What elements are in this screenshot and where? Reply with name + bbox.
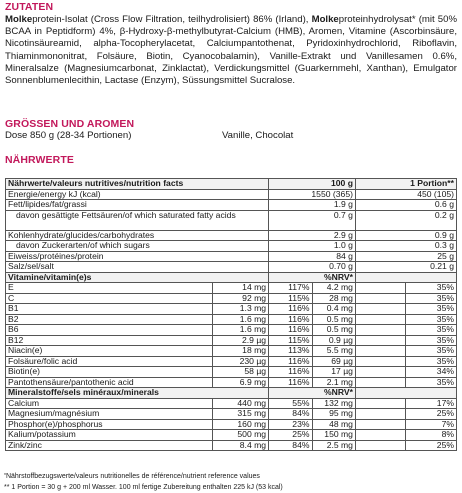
vitamin-amount-portion: 0.4 mg bbox=[312, 304, 355, 315]
vitamin-amount-portion: 28 mg bbox=[312, 293, 355, 304]
vitamin-amount-portion: 17 µg bbox=[312, 367, 355, 378]
vitamin-row bbox=[6, 293, 457, 304]
footnote-nrv-text: Nährstoffbezugswerte/valeurs nutritionelles de référence/nutrient reference values bbox=[5, 473, 260, 480]
mineral-nrv-100g: 55% bbox=[269, 398, 312, 409]
zutaten-heading: ZUTATEN bbox=[5, 1, 54, 13]
sizes-flavors-heading: GRÖSSEN UND AROMEN bbox=[5, 118, 135, 130]
footnote-portion: ** 1 Portion = 30 g + 200 ml Wasser. 100 ml fertige Zubereitung enthalten 225 kJ (53 kcal) bbox=[4, 484, 283, 491]
mineral-name: Phosphor(e)/phosphorus bbox=[6, 419, 213, 430]
vitamin-row bbox=[6, 283, 457, 294]
nutrition-row bbox=[6, 200, 457, 211]
vitamin-nrv-portion: 35% bbox=[406, 293, 457, 304]
vitamin-amount-100g: 6.9 mg bbox=[212, 377, 268, 388]
vitamin-spacer bbox=[355, 335, 405, 346]
ingredient-bold-1: Molke bbox=[5, 14, 33, 25]
vitamin-header-spacer bbox=[355, 272, 456, 283]
ingredient-text-2: proteinhydrolysat* (mit 50% BCAA in Peptidform) 4%, β-Hydroxy-β-methylbutyrat-Calcium (HMB), Aromen, Vitamine (Ascorbinsäure, Nicotinsäureamid, alpha-Tocopherylacetat, Calciumpantothenat, Pyridoxinhydrochlorid, Riboflavin, Thiaminmononitrat, Folsäure, Biotin, Cyanocobalamin), Vanille-Extrakt und Vanillesamen 0.6%, Mineralsalze (Magnesiumcarbonat, Zinklactat), Verdickungsmittel (Guarkernmehl, Xanthan), Emulgator Sonnenblumenlecithin, Lactase (Enzym), Süssungsmittel Sucralose. bbox=[5, 14, 457, 87]
nutrient-label: Energie/energy kJ (kcal) bbox=[6, 189, 269, 200]
mineral-name: Zink/zinc bbox=[6, 440, 213, 451]
mineral-nrv-100g: 25% bbox=[269, 430, 312, 441]
ingredient-bold-2: Molke bbox=[311, 14, 339, 25]
nutrient-value-portion: 450 (105) bbox=[355, 189, 456, 200]
vitamin-spacer bbox=[355, 304, 405, 315]
nutrition-heading: NÄHRWERTE bbox=[5, 154, 74, 166]
vitamin-spacer bbox=[355, 314, 405, 325]
mineral-amount-100g: 315 mg bbox=[212, 409, 268, 420]
mineral-row bbox=[6, 419, 457, 430]
nutrient-value-portion: 0.21 g bbox=[355, 262, 456, 273]
vitamin-amount-portion: 0.5 mg bbox=[312, 325, 355, 336]
mineral-row bbox=[6, 409, 457, 420]
mineral-nrv-portion: 7% bbox=[406, 419, 457, 430]
size-text: Dose 850 g (28-34 Portionen) bbox=[5, 130, 132, 141]
mineral-spacer bbox=[355, 440, 405, 451]
vitamin-header-nrv: %NRV* bbox=[269, 272, 356, 283]
nutrient-value-portion: 0.6 g bbox=[355, 200, 456, 211]
vitamin-name: B6 bbox=[6, 325, 213, 336]
vitamin-spacer bbox=[355, 356, 405, 367]
mineral-header-spacer bbox=[355, 388, 456, 399]
mineral-nrv-portion: 25% bbox=[406, 409, 457, 420]
vitamin-amount-100g: 1.3 mg bbox=[212, 304, 268, 315]
vitamin-row bbox=[6, 356, 457, 367]
mineral-amount-portion: 95 mg bbox=[312, 409, 355, 420]
vitamin-spacer bbox=[355, 367, 405, 378]
nutrient-label: davon Zuckerarten/of which sugars bbox=[6, 241, 269, 252]
mineral-amount-portion: 150 mg bbox=[312, 430, 355, 441]
vitamin-spacer bbox=[355, 283, 405, 294]
vitamin-nrv-portion: 35% bbox=[406, 335, 457, 346]
vitamin-header-label: Vitamine/vitamin(e)s bbox=[6, 272, 269, 283]
vitamin-amount-portion: 0.5 mg bbox=[312, 314, 355, 325]
vitamin-row bbox=[6, 314, 457, 325]
nutrition-table bbox=[5, 178, 457, 451]
vitamin-nrv-portion: 34% bbox=[406, 367, 457, 378]
nutrient-label: Kohlenhydrate/glucides/carbohydrates bbox=[6, 230, 269, 241]
vitamin-amount-portion: 4.2 mg bbox=[312, 283, 355, 294]
vitamin-spacer bbox=[355, 293, 405, 304]
vitamin-row bbox=[6, 367, 457, 378]
ingredients-text bbox=[5, 14, 457, 87]
mineral-spacer bbox=[355, 409, 405, 420]
mineral-amount-100g: 160 mg bbox=[212, 419, 268, 430]
vitamin-amount-100g: 2.9 µg bbox=[212, 335, 268, 346]
mineral-name: Kalium/potassium bbox=[6, 430, 213, 441]
nutrient-value-100g: 1550 (365) bbox=[269, 189, 356, 200]
nutrient-value-100g: 2.9 g bbox=[269, 230, 356, 241]
mineral-nrv-portion: 17% bbox=[406, 398, 457, 409]
mineral-amount-portion: 2.5 mg bbox=[312, 440, 355, 451]
vitamin-nrv-portion: 35% bbox=[406, 377, 457, 388]
vitamin-amount-portion: 2.1 mg bbox=[312, 377, 355, 388]
mineral-header-row bbox=[6, 388, 457, 399]
vitamin-row bbox=[6, 377, 457, 388]
mineral-nrv-100g: 23% bbox=[269, 419, 312, 430]
mineral-name: Calcium bbox=[6, 398, 213, 409]
vitamin-name: Biotin(e) bbox=[6, 367, 213, 378]
mineral-row bbox=[6, 440, 457, 451]
nutrient-value-portion: 25 g bbox=[355, 251, 456, 262]
nutrient-value-100g: 0.7 g bbox=[269, 210, 356, 230]
nutrition-header-100g: 100 g bbox=[269, 179, 356, 190]
vitamin-name: B12 bbox=[6, 335, 213, 346]
vitamin-amount-100g: 92 mg bbox=[212, 293, 268, 304]
mineral-spacer bbox=[355, 419, 405, 430]
vitamin-nrv-100g: 117% bbox=[269, 283, 312, 294]
mineral-spacer bbox=[355, 430, 405, 441]
vitamin-amount-100g: 1.6 mg bbox=[212, 325, 268, 336]
nutrient-value-100g: 1.9 g bbox=[269, 200, 356, 211]
vitamin-header-row bbox=[6, 272, 457, 283]
vitamin-nrv-100g: 115% bbox=[269, 335, 312, 346]
vitamin-amount-100g: 14 mg bbox=[212, 283, 268, 294]
nutrition-header-label: Nährwerte/valeurs nutritives/nutrition facts bbox=[6, 179, 269, 190]
vitamin-nrv-portion: 35% bbox=[406, 356, 457, 367]
vitamin-name: C bbox=[6, 293, 213, 304]
nutrition-row bbox=[6, 251, 457, 262]
nutrient-label: Eiweiss/protéines/protein bbox=[6, 251, 269, 262]
mineral-nrv-portion: 25% bbox=[406, 440, 457, 451]
footnote-mark: * bbox=[4, 473, 6, 479]
mineral-amount-portion: 48 mg bbox=[312, 419, 355, 430]
nutrition-header-row bbox=[6, 179, 457, 190]
flavors-text: Vanille, Chocolat bbox=[222, 130, 294, 141]
nutrient-value-portion: 0.2 g bbox=[355, 210, 456, 230]
mineral-nrv-portion: 8% bbox=[406, 430, 457, 441]
vitamin-nrv-100g: 116% bbox=[269, 367, 312, 378]
vitamin-spacer bbox=[355, 346, 405, 357]
vitamin-spacer bbox=[355, 377, 405, 388]
nutrient-label: davon gesättigte Fettsäuren/of which saturated fatty acids bbox=[6, 210, 269, 230]
vitamin-amount-100g: 58 µg bbox=[212, 367, 268, 378]
mineral-nrv-100g: 84% bbox=[269, 409, 312, 420]
vitamin-row bbox=[6, 325, 457, 336]
vitamin-nrv-100g: 116% bbox=[269, 314, 312, 325]
vitamin-row bbox=[6, 304, 457, 315]
vitamin-amount-100g: 230 µg bbox=[212, 356, 268, 367]
vitamin-spacer bbox=[355, 325, 405, 336]
nutrition-row bbox=[6, 230, 457, 241]
mineral-row bbox=[6, 430, 457, 441]
vitamin-name: E bbox=[6, 283, 213, 294]
mineral-row bbox=[6, 398, 457, 409]
nutrient-value-100g: 0.70 g bbox=[269, 262, 356, 273]
vitamin-nrv-100g: 116% bbox=[269, 325, 312, 336]
vitamin-nrv-portion: 35% bbox=[406, 314, 457, 325]
vitamin-amount-100g: 18 mg bbox=[212, 346, 268, 357]
nutrient-value-100g: 84 g bbox=[269, 251, 356, 262]
mineral-header-label: Mineralstoffe/sels minéraux/minerals bbox=[6, 388, 269, 399]
vitamin-amount-100g: 1.6 mg bbox=[212, 314, 268, 325]
vitamin-name: B2 bbox=[6, 314, 213, 325]
vitamin-row bbox=[6, 346, 457, 357]
vitamin-amount-portion: 5.5 mg bbox=[312, 346, 355, 357]
nutrition-row bbox=[6, 241, 457, 252]
nutrient-label: Salz/sel/salt bbox=[6, 262, 269, 273]
mineral-name: Magnesium/magnésium bbox=[6, 409, 213, 420]
nutrient-value-portion: 0.3 g bbox=[355, 241, 456, 252]
vitamin-amount-portion: 0.9 µg bbox=[312, 335, 355, 346]
nutrition-row bbox=[6, 262, 457, 273]
mineral-amount-100g: 440 mg bbox=[212, 398, 268, 409]
vitamin-row bbox=[6, 335, 457, 346]
vitamin-nrv-portion: 35% bbox=[406, 325, 457, 336]
size-flavor-line bbox=[5, 130, 293, 141]
vitamin-nrv-portion: 35% bbox=[406, 304, 457, 315]
ingredient-text-1: protein-Isolat (Cross Flow Filtration, teilhydrolisiert) 86% (Irland), bbox=[32, 14, 309, 25]
vitamin-nrv-100g: 115% bbox=[269, 293, 312, 304]
nutrient-value-portion: 0.9 g bbox=[355, 230, 456, 241]
vitamin-nrv-portion: 35% bbox=[406, 283, 457, 294]
vitamin-nrv-100g: 116% bbox=[269, 304, 312, 315]
vitamin-nrv-100g: 116% bbox=[269, 377, 312, 388]
nutrient-label: Fett/lipides/fat/grassi bbox=[6, 200, 269, 211]
mineral-nrv-100g: 84% bbox=[269, 440, 312, 451]
nutrient-value-100g: 1.0 g bbox=[269, 241, 356, 252]
vitamin-amount-portion: 69 µg bbox=[312, 356, 355, 367]
vitamin-nrv-100g: 116% bbox=[269, 356, 312, 367]
vitamin-name: B1 bbox=[6, 304, 213, 315]
mineral-amount-100g: 8.4 mg bbox=[212, 440, 268, 451]
vitamin-nrv-portion: 35% bbox=[406, 346, 457, 357]
vitamin-name: Niacin(e) bbox=[6, 346, 213, 357]
vitamin-nrv-100g: 113% bbox=[269, 346, 312, 357]
vitamin-name: Folsäure/folic acid bbox=[6, 356, 213, 367]
nutrition-row bbox=[6, 210, 457, 230]
mineral-amount-portion: 132 mg bbox=[312, 398, 355, 409]
vitamin-name: Pantothensäure/pantothenic acid bbox=[6, 377, 213, 388]
nutrition-row bbox=[6, 189, 457, 200]
mineral-header-nrv: %NRV* bbox=[269, 388, 356, 399]
footnote-nrv bbox=[4, 472, 260, 481]
mineral-amount-100g: 500 mg bbox=[212, 430, 268, 441]
nutrition-header-portion: 1 Portion** bbox=[355, 179, 456, 190]
mineral-spacer bbox=[355, 398, 405, 409]
